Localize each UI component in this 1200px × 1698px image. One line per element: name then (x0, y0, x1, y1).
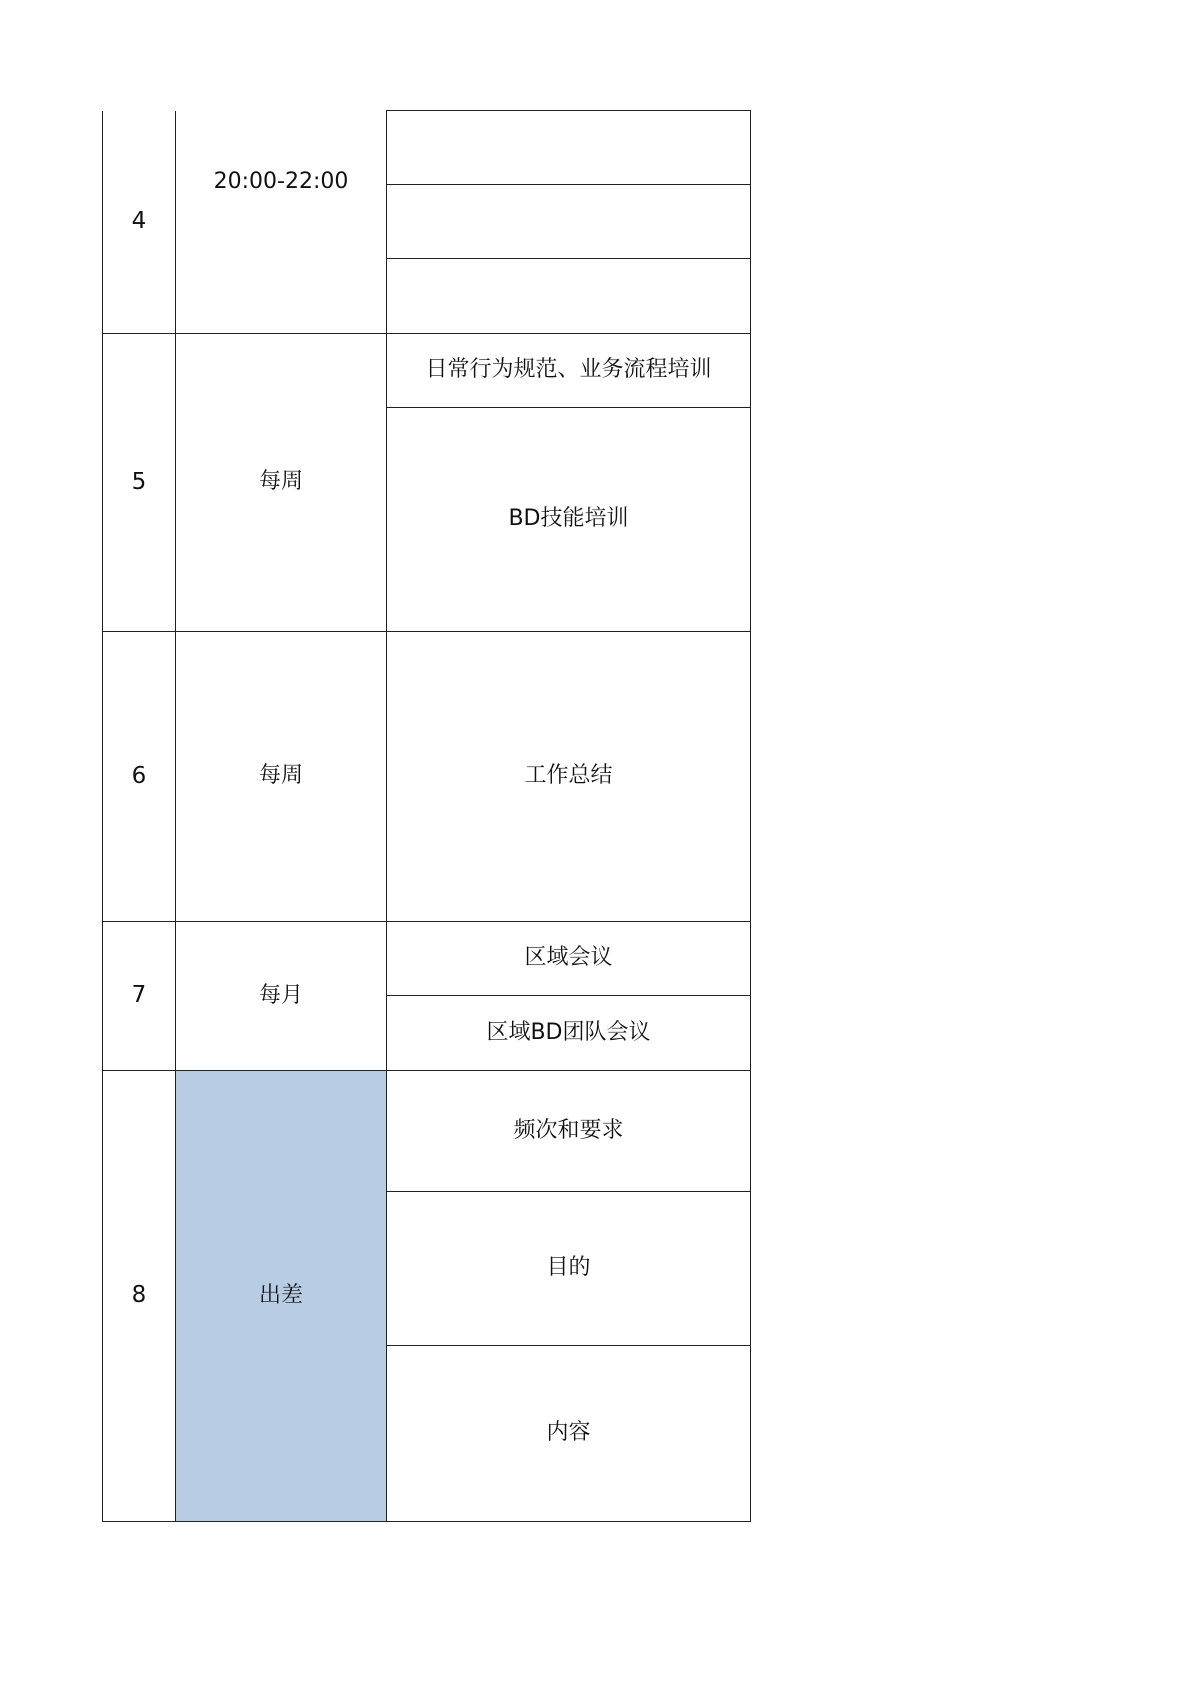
table-row (103, 1071, 751, 1192)
item-cell[interactable]: 内容 (387, 1346, 751, 1522)
item-cell[interactable]: 日常行为规范、业务流程培训 (387, 334, 751, 408)
row-number[interactable]: 5 (103, 334, 176, 632)
item-cell[interactable]: BD技能培训 (387, 408, 751, 632)
period-cell[interactable]: 20:00-22:00 (176, 111, 387, 334)
row-number[interactable]: 4 (103, 111, 176, 334)
row-number[interactable]: 8 (103, 1071, 176, 1522)
item-cell[interactable]: 区域会议 (387, 922, 751, 996)
period-cell[interactable]: 每周 (176, 632, 387, 922)
row-number[interactable]: 6 (103, 632, 176, 922)
table-row (103, 922, 751, 996)
period-cell[interactable]: 每月 (176, 922, 387, 1071)
item-cell[interactable]: 目的 (387, 1192, 751, 1346)
table-row (103, 632, 751, 922)
period-cell[interactable]: 每周 (176, 334, 387, 632)
item-cell[interactable] (387, 111, 751, 185)
row-number[interactable]: 7 (103, 922, 176, 1071)
table-row (103, 334, 751, 408)
item-cell[interactable]: 工作总结 (387, 632, 751, 922)
item-cell[interactable]: 频次和要求 (387, 1071, 751, 1192)
item-cell[interactable] (387, 185, 751, 259)
table-row (103, 111, 751, 185)
period-cell-highlighted[interactable]: 出差 (176, 1071, 387, 1522)
schedule-table (102, 110, 751, 1522)
item-cell[interactable]: 区域BD团队会议 (387, 996, 751, 1071)
item-cell[interactable] (387, 259, 751, 334)
